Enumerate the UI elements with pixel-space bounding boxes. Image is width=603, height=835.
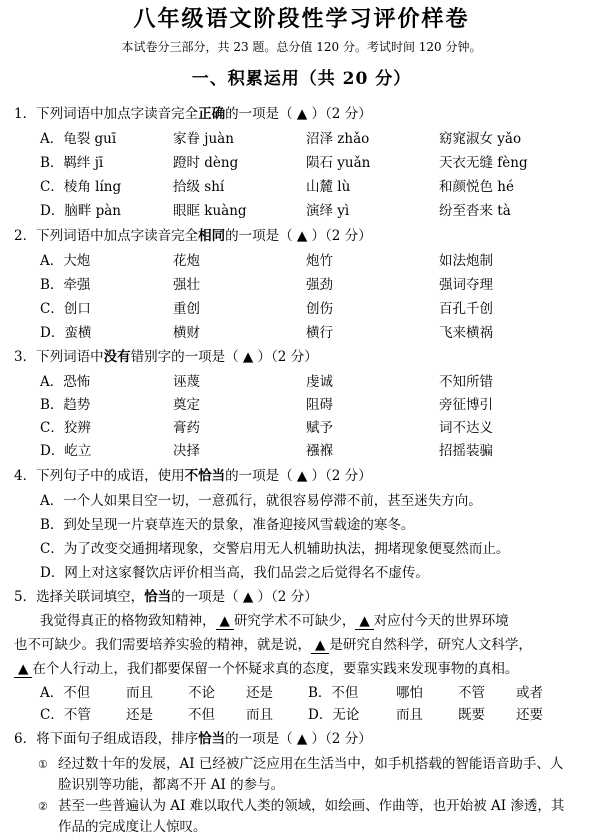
answer-blank: ▲ xyxy=(216,613,234,630)
q4-option-a: A．一个人如果目空一切，一意孤行，就很容易停滞不前，甚至迷失方向。 xyxy=(40,493,482,509)
question-keyword: 恰当 xyxy=(144,589,172,605)
question-2: 2．下列词语中加点字读音完全相同的一项是（ ▲ ）（2 分） xyxy=(14,228,372,244)
question-1: 1．下列词语中加点字读音完全正确的一项是（ ▲ ）（2 分） xyxy=(14,106,372,122)
question-3: 3．下列词语中没有错别字的一项是（ ▲ ）（2 分） xyxy=(14,349,318,365)
sentence-number: ② xyxy=(38,800,48,813)
q5-passage-line: 我觉得真正的格物致知精神， ▲ 研究学术不可缺少， ▲ 对应付今天的世界环境 xyxy=(40,613,509,629)
q5-passage-line: 也不可缺少。我们需要培养实验的精神，就是说， ▲ 是研究自然科学，研究人文科学， xyxy=(14,637,532,653)
section-heading: 一、积累运用（共 20 分） xyxy=(191,69,412,89)
answer-blank: ▲ xyxy=(355,613,373,630)
q4-option-c: C．为了改变交通拥堵现象，交警启用无人机辅助执法，拥堵现象便戛然而止。 xyxy=(40,541,510,557)
page-title: 八年级语文阶段性学习评价样卷 xyxy=(133,6,470,32)
question-4: 4．下列句子中的成语，使用不恰当的一项是（ ▲ ）（2 分） xyxy=(14,468,372,484)
q6-sentence-2: ② 甚至一些普遍认为 AI 难以取代人类的领域，如绘画、作曲等，也开始被 AI 渗透，其 xyxy=(38,798,565,814)
exam-page: 八年级语文阶段性学习评价样卷 本试卷分三部分，共 23 题。总分值 120 分。考试时间 120 分钟。 一、积累运用（共 20 分） 1．下列词语中加点字读音完全正确的一项是（ ▲ ）（2 分） A．龟裂 guī 家眷 juàn 沼泽 zhǎo 窈窕淑女 yǎo B．羁绊 jī 蹬时 dèng 陨石 yuǎn 天衣无缝 fèng C．棱角 líng 拾级 shí 山麓 lù 和颜悦色 hé D．脑畔 pàn 眼眶 kuàng 演绎 yì 纷至沓来 tà 2．下列词语中加点字读音完全相同的一项是（ ▲ ）（2 分） A．大炮 花炮 炮竹 如法炮制 B．牵强 强壮 强劲 强词夺理 C．创口 重创 创伤 百孔千创 D．蛮横 横财 横行 飞来横祸 3．下列词语中没有错别字的一项是（ ▲ ）（2 分） A．恐怖 诬蔑 虔诚 不知所错 B．趋势 奠定 阻碍 旁征博引 C．狡辨 膏药 赋予 词不达义 D．屹立 决择 襁褓 招摇装骗 4．下列句子中的成语，使用不恰当的一项是（ ▲ ）（2 分） A．一个人如果目空一切，一意孤行，就很容易停滞不前，甚至迷失方向。 B．到处呈现一片衰草连天的景象，准备迎接风雪载途的寒冬。 C．为了改变交通拥堵现象，交警启用无人机辅助执法，拥堵现象便戛然而止。 D．网上对这家餐饮店评价相当高，我们品尝之后觉得名不虚传。 5．选择关联词填空，恰当的一项是（ ▲ ）（2 分） 我觉得真正的格物致知精神， ▲ 研究学术不可缺少， ▲ 对应付今天的世界环境 也不可缺少。我们需要培养实验的精神，就是说， ▲ 是研究自然科学，研究人文科学， ▲ 在个人行动上，我们都要保留一个怀疑求真的态度，要靠实践来发现事物的真相。 A．不但 而且 不论 还是 B．不但 哪怕 不管 或者 C．不管 还是 不但 而且 D．无论 而且 既要 还要 6．将下面句子组成语段，排序恰当的一项是（ ▲ ）（2 分） ① 经过数十年的发展，AI 已经被广泛应用在生活当中，如手机搭载的智能语音助手、人 脸识别等功能，都离不开 AI 的参与。 ② 甚至一些普遍认为 AI 难以取代人类的领域，如绘画、作曲等，也开始被 AI 渗透，其 作品的完成度让人惊叹。 xyxy=(0,0,603,812)
question-keyword: 正确 xyxy=(198,106,226,122)
q6-sentence-1: ① 经过数十年的发展，AI 已经被广泛应用在生活当中，如手机搭载的智能语音助手、人 xyxy=(38,756,564,772)
q5-passage-line: ▲ 在个人行动上，我们都要保留一个怀疑求真的态度，要靠实践来发现事物的真相。 xyxy=(14,657,518,678)
question-6: 6．将下面句子组成语段，排序恰当的一项是（ ▲ ）（2 分） xyxy=(14,731,372,747)
answer-blank: ▲ xyxy=(311,637,329,654)
question-5: 5．选择关联词填空，恰当的一项是（ ▲ ）（2 分） xyxy=(14,589,318,605)
exam-instructions: 本试卷分三部分，共 23 题。总分值 120 分。考试时间 120 分钟。 xyxy=(121,40,482,54)
q6-sentence-2-cont: 作品的完成度让人惊叹。 xyxy=(58,819,207,835)
question-keyword: 恰当 xyxy=(198,731,226,747)
q4-option-b: B．到处呈现一片衰草连天的景象，准备迎接风雪载途的寒冬。 xyxy=(40,517,415,533)
question-keyword: 不恰当 xyxy=(184,468,226,484)
q6-sentence-1-cont: 脸识别等功能，都离不开 AI 的参与。 xyxy=(58,777,285,793)
sentence-number: ① xyxy=(38,758,48,771)
answer-blank: ▲ xyxy=(14,661,32,678)
question-keyword: 没有 xyxy=(103,349,131,365)
q4-option-d: D．网上对这家餐饮店评价相当高，我们品尝之后觉得名不虚传。 xyxy=(40,565,429,581)
question-keyword: 相同 xyxy=(198,228,226,244)
